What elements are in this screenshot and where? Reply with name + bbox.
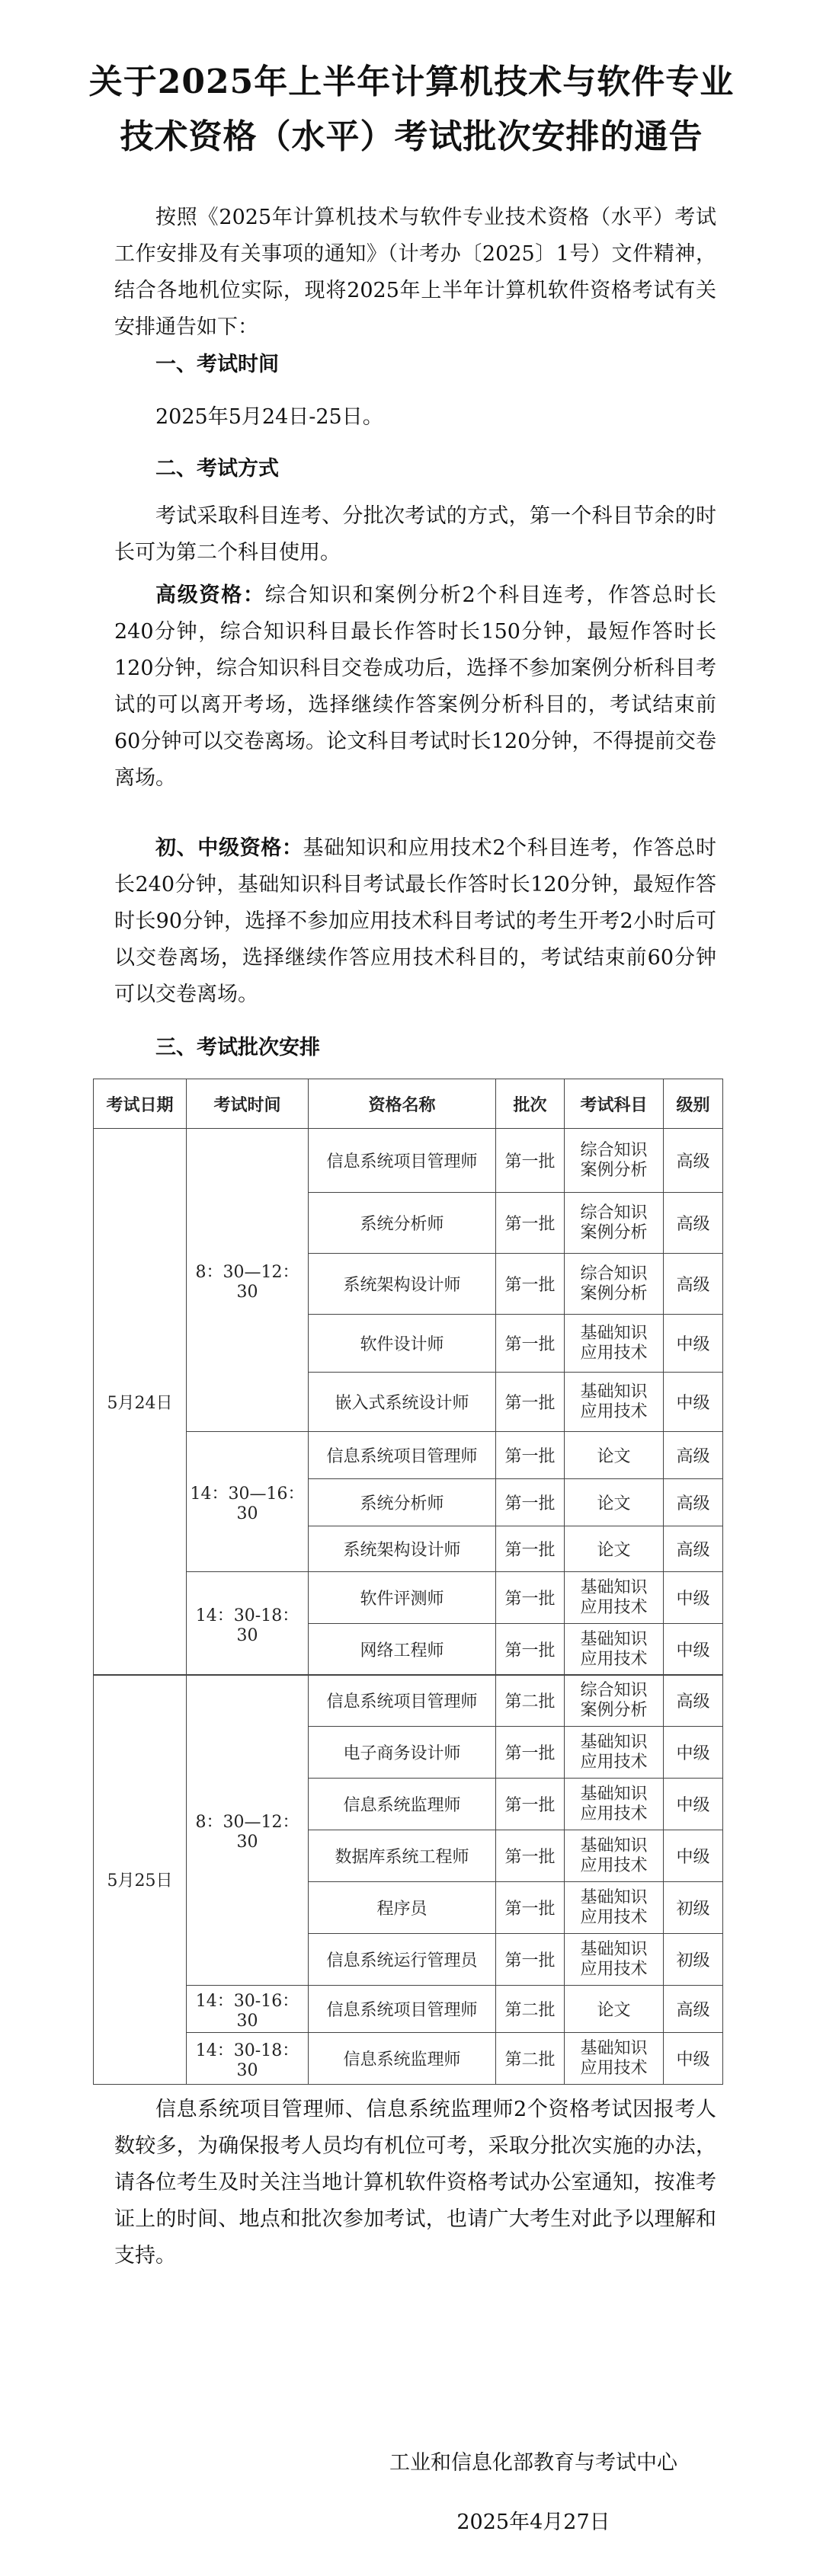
schedule-table-day1 [93,1079,723,1676]
qualification-cell: 信息系统运行管理员 [309,1934,496,1986]
signature-date: 2025年4月27日 [456,2510,610,2534]
qualification-cell: 系统架构设计师 [309,1526,496,1572]
batch-cell: 第二批 [496,1675,565,1727]
qualification-cell: 程序员 [309,1882,496,1934]
time-cell: 8：30—12：30 [187,1675,309,1986]
section-3-heading: 三、考试批次安排 [155,1036,320,1059]
exam-date-text: 2025年5月24日-25日。 [155,405,383,429]
level-cell: 高级 [664,1432,723,1479]
subject-cell [565,1727,664,1779]
subject-cell [565,1675,664,1727]
level-cell: 中级 [664,1624,723,1676]
qualification-cell: 系统架构设计师 [309,1254,496,1315]
level-cell: 高级 [664,1986,723,2033]
exam-method-paragraph: 考试采取科目连考、分批次考试的方式，第一个科目节余的时长可为第二个科目使用。 [114,504,716,564]
level-cell: 中级 [664,2033,723,2085]
qualification-cell: 信息系统监理师 [309,2033,496,2085]
subject-text: 基础知识 应用技术 [580,1939,648,1979]
subject-text: 综合知识 案例分析 [580,1264,648,1303]
level-cell: 初级 [664,1882,723,1934]
batch-cell: 第一批 [496,1526,565,1572]
subject-cell [565,1624,664,1676]
level-cell: 中级 [664,1572,723,1624]
level-cell: 中级 [664,1315,723,1373]
qualification-cell: 信息系统项目管理师 [309,1986,496,2033]
date-cell: 5月24日 [94,1129,187,1676]
date-cell: 5月25日 [94,1675,187,2085]
subject-text: 基础知识 应用技术 [580,1323,648,1363]
qualification-cell: 信息系统项目管理师 [309,1675,496,1727]
subject-cell [565,1572,664,1624]
batch-cell: 第一批 [496,1572,565,1624]
batch-cell: 第一批 [496,1254,565,1315]
header-time: 考试时间 [187,1079,309,1129]
subject-cell [565,1779,664,1830]
advanced-text: 综合知识和案例分析2个科目连考，作答总时长240分钟，综合知识科目最长作答时长150分钟，最短作答时长120分钟，综合知识科目交卷成功后，选择不参加案例分析科目考试的可以离开考场，选择继续作答案例分析科目的，考试结束前60分钟可以交卷离场。论文科目考试时长120分钟，不得提前交卷离场。 [114,583,716,790]
level-cell: 中级 [664,1373,723,1432]
batch-cell: 第二批 [496,1986,565,2033]
subject-text: 基础知识 应用技术 [580,1577,648,1617]
time-cell: 14：30-16：30 [187,1986,309,2033]
junior-label: 初、中级资格： [155,836,303,860]
subject-text: 基础知识 应用技术 [580,1836,648,1875]
level-cell: 高级 [664,1675,723,1727]
header-date: 考试日期 [94,1079,187,1129]
batch-cell: 第一批 [496,1129,565,1193]
batch-cell: 第一批 [496,1934,565,1986]
subject-cell [565,2033,664,2085]
header-level: 级别 [664,1079,723,1129]
schedule-table-day2 [93,1674,723,2085]
level-cell: 中级 [664,1727,723,1779]
qualification-cell: 网络工程师 [309,1624,496,1676]
junior-paragraph [114,830,716,1013]
batch-cell: 第一批 [496,1432,565,1479]
level-cell: 中级 [664,1830,723,1882]
subject-text: 基础知识 应用技术 [580,2038,648,2078]
batch-cell: 第一批 [496,1479,565,1526]
qualification-cell: 系统分析师 [309,1479,496,1526]
junior-text: 基础知识和应用技术2个科目连考，作答总时长240分钟，基础知识科目考试最长作答时长120分钟，最短作答时长90分钟，选择不参加应用技术科目考试的考生开考2小时后可以交卷离场，选择继续作答应用技术科目的，考试结束前60分钟可以交卷离场。 [114,836,716,1006]
subject-cell [565,1254,664,1315]
advanced-paragraph [114,577,716,797]
advanced-label: 高级资格： [155,583,265,607]
subject-text: 基础知识 应用技术 [580,1887,648,1927]
page-title: 关于2025年上半年计算机技术与软件专业技术资格（水平）考试批次安排的通告 [88,62,735,156]
qualification-cell: 嵌入式系统设计师 [309,1373,496,1432]
level-cell: 高级 [664,1193,723,1254]
level-cell: 高级 [664,1129,723,1193]
qualification-cell: 信息系统监理师 [309,1779,496,1830]
time-cell: 14：30-18：30 [187,2033,309,2085]
subject-cell [565,1882,664,1934]
batch-cell: 第一批 [496,1624,565,1676]
table-header-row [94,1079,723,1129]
subject-text: 综合知识 案例分析 [580,1680,648,1720]
signature-org: 工业和信息化部教育与考试中心 [389,2451,677,2475]
level-cell: 中级 [664,1779,723,1830]
level-cell: 高级 [664,1526,723,1572]
subject-cell [565,1830,664,1882]
subject-text: 综合知识 案例分析 [580,1203,648,1242]
subject-text: 基础知识 应用技术 [580,1629,648,1669]
qualification-cell: 信息系统项目管理师 [309,1432,496,1479]
subject-text: 基础知识 应用技术 [580,1382,648,1421]
qualification-cell: 数据库系统工程师 [309,1830,496,1882]
batch-cell: 第一批 [496,1373,565,1432]
table-row [94,1572,723,1624]
qualification-cell: 系统分析师 [309,1193,496,1254]
subject-cell [565,1129,664,1193]
closing-paragraph: 信息系统项目管理师、信息系统监理师2个资格考试因报考人数较多，为确保报考人员均有机位可考，采取分批次实施的办法，请各位考生及时关注当地计算机软件资格考试办公室通知，按准考证上的时间、地点和批次参加考试，也请广大考生对此予以理解和支持。 [114,2098,716,2268]
subject-cell [565,1934,664,1986]
batch-cell: 第一批 [496,1727,565,1779]
level-cell: 高级 [664,1254,723,1315]
batch-cell: 第一批 [496,1882,565,1934]
batch-cell: 第一批 [496,1193,565,1254]
table-row [94,2033,723,2085]
table-row [94,1986,723,2033]
header-qualification: 资格名称 [309,1079,496,1129]
batch-cell: 第一批 [496,1315,565,1373]
batch-cell: 第一批 [496,1830,565,1882]
time-cell: 14：30-18：30 [187,1572,309,1676]
subject-cell [565,1373,664,1432]
subject-cell: 论文 [565,1526,664,1572]
table-row [94,1675,723,1727]
subject-text: 综合知识 案例分析 [580,1140,648,1180]
qualification-cell: 软件评测师 [309,1572,496,1624]
subject-text: 基础知识 应用技术 [580,1784,648,1823]
qualification-cell: 信息系统项目管理师 [309,1129,496,1193]
table-row [94,1432,723,1479]
subject-cell [565,1193,664,1254]
subject-text: 基础知识 应用技术 [580,1732,648,1772]
intro-paragraph: 按照《2025年计算机技术与软件专业技术资格（水平）考试工作安排及有关事项的通知》（计考办〔2025〕1号）文件精神，结合各地机位实际，现将2025年上半年计算机软件资格考试有关安排通告如下： [114,206,716,339]
table-row [94,1129,723,1193]
qualification-cell: 软件设计师 [309,1315,496,1373]
subject-cell: 论文 [565,1986,664,2033]
level-cell: 高级 [664,1479,723,1526]
time-cell: 14：30—16：30 [187,1432,309,1572]
batch-cell: 第二批 [496,2033,565,2085]
header-batch: 批次 [496,1079,565,1129]
header-subject: 考试科目 [565,1079,664,1129]
section-2-heading: 二、考试方式 [155,457,279,481]
subject-cell: 论文 [565,1432,664,1479]
subject-cell: 论文 [565,1479,664,1526]
level-cell: 初级 [664,1934,723,1986]
subject-cell [565,1315,664,1373]
qualification-cell: 电子商务设计师 [309,1727,496,1779]
batch-cell: 第一批 [496,1779,565,1830]
time-cell: 8：30—12：30 [187,1129,309,1432]
section-1-heading: 一、考试时间 [155,353,279,376]
